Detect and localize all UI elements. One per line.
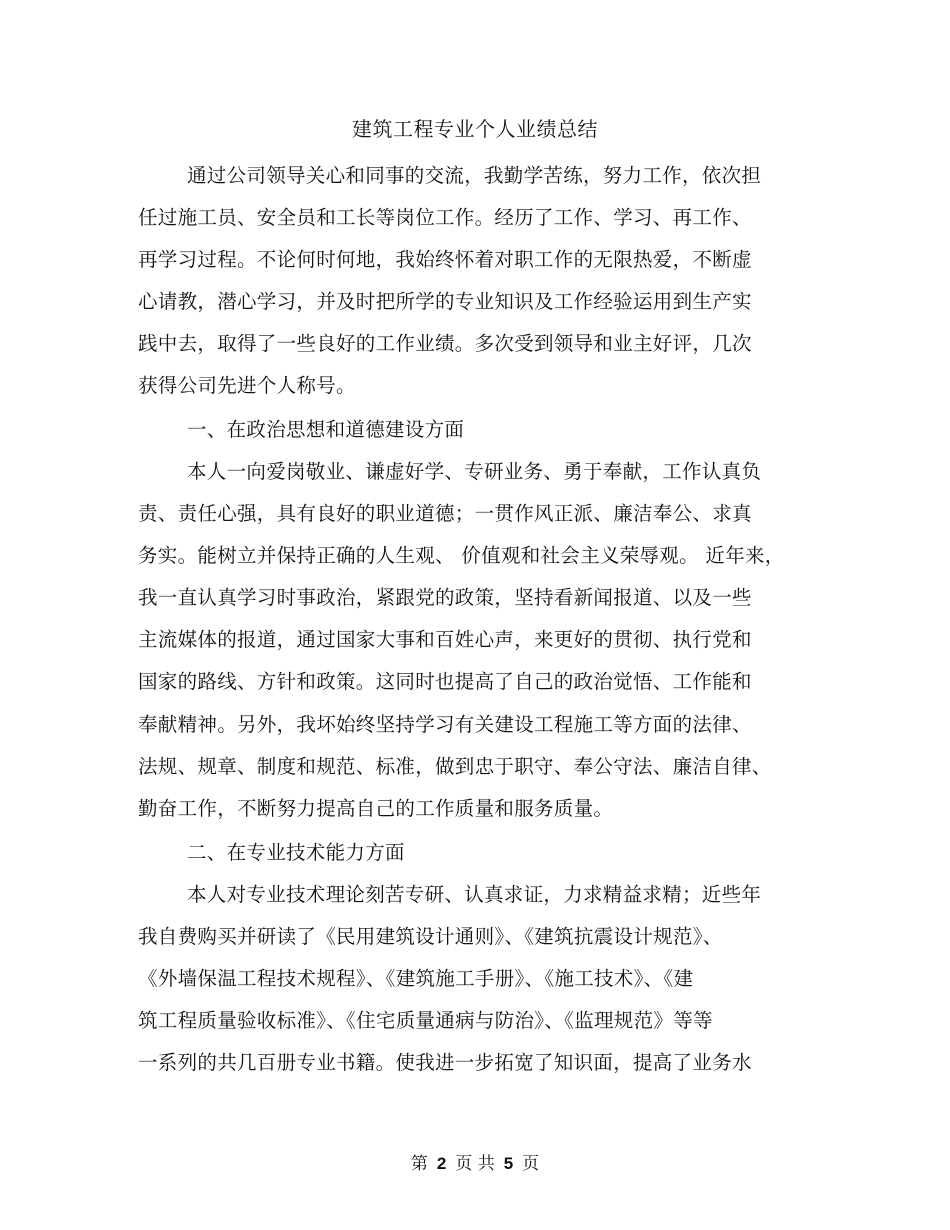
- body-line: 通过公司领导关心和同事的交流，我勤学苦练，努力工作，依次担: [187, 164, 762, 187]
- section-heading: 二、在专业技术能力方面: [187, 841, 405, 864]
- body-line: 务实。能树立并保持正确的人生观、 价值观和社会主义荣辱观。 近年来，: [138, 544, 785, 567]
- body-line: 《外墙保温工程技术规程》、《建筑施工手册》、《施工技术》、《建: [138, 967, 694, 990]
- body-line: 获得公司先进个人称号。: [138, 374, 356, 397]
- body-line: 我一直认真学习时事政治，紧跟党的政策，坚持看新闻报道、以及一些: [138, 586, 752, 609]
- footer-prefix: 第: [410, 1154, 428, 1174]
- footer-middle: 页 共: [455, 1154, 495, 1174]
- body-line: 任过施工员、安全员和工长等岗位工作。经历了工作、学习、再工作、: [138, 206, 752, 229]
- body-line: 心请教，潜心学习，并及时把所学的专业知识及工作经验运用到生产实: [138, 290, 752, 313]
- body-line: 一系列的共几百册专业书籍。使我进一步拓宽了知识面，提高了业务水: [138, 1051, 752, 1074]
- body-line: 主流媒体的报道，通过国家大事和百姓心声，来更好的贯彻、执行党和: [138, 628, 752, 651]
- body-line: 法规、规章、制度和规范、标准，做到忠于职守、奉公守法、廉洁自律、: [138, 755, 772, 778]
- current-page-number: 2: [436, 1154, 447, 1173]
- document-title: 建筑工程专业个人业绩总结: [352, 117, 598, 141]
- body-line: 奉献精神。另外，我坏始终坚持学习有关建设工程施工等方面的法律、: [138, 713, 752, 736]
- total-page-count: 5: [503, 1154, 514, 1173]
- body-line: 本人对专业技术理论刻苦专研、认真求证，力求精益求精；近些年: [187, 883, 762, 906]
- page-footer: [0, 1150, 950, 1178]
- footer-suffix: 页: [522, 1154, 540, 1174]
- body-line: 勤奋工作，不断努力提高自己的工作质量和服务质量。: [138, 797, 614, 820]
- body-line: 再学习过程。不论何时何地，我始终怀着对职工作的无限热爱，不断虚: [138, 248, 752, 271]
- body-line: 责、责任心强，具有良好的职业道德；一贯作风正派、廉洁奉公、求真: [138, 502, 752, 525]
- body-line: 我自费购买并研读了《民用建筑设计通则》、《建筑抗震设计规范》、: [138, 925, 723, 948]
- body-line: 国家的路线、方针和政策。这同时也提高了自己的政治觉悟、工作能和: [138, 670, 752, 693]
- body-line: 践中去，取得了一些良好的工作业绩。多次受到领导和业主好评，几次: [138, 332, 752, 355]
- section-heading: 一、在政治思想和道德建设方面: [187, 418, 465, 441]
- body-line: 本人一向爱岗敬业、谦虚好学、专研业务、勇于奉献，工作认真负: [187, 460, 762, 483]
- body-line: 筑工程质量验收标准》、《住宅质量通病与防治》、《监理规范》等等: [138, 1009, 713, 1032]
